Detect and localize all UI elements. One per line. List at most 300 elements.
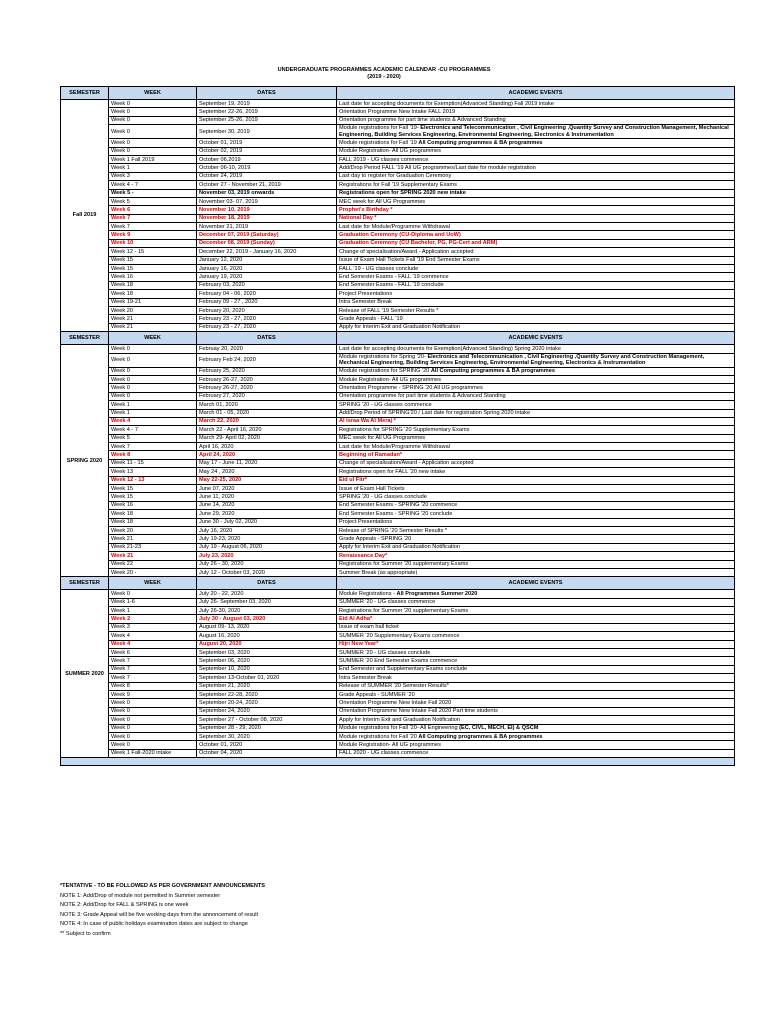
dates-cell: September 27 - October 08, 2020 [197, 716, 337, 724]
dates-cell: March 22, 2020 [197, 417, 337, 425]
academic-calendar-table [60, 86, 735, 766]
event-cell [337, 665, 735, 673]
event-text: Change of specialisation/Award - Application accepted [339, 460, 474, 467]
table-row [61, 674, 735, 682]
week-cell: Week 15 [109, 256, 197, 264]
event-text: Module Registration- All UG programmes [339, 148, 441, 155]
header-week: WEEK [109, 332, 197, 345]
table-row [61, 657, 735, 665]
event-text: Last date for Module/Programme Withdrawal [339, 443, 450, 450]
event-text: Last date for accepting documents for Exemption(Advanced Standing) Fall 2019 intake [339, 100, 554, 107]
dates-cell: July 16, 2020 [197, 526, 337, 534]
dates-cell: September 25-26, 2019 [197, 116, 337, 124]
event-cell [337, 248, 735, 256]
event-text-bold: (EC, CIVL, MECH, EI) & QSCM [459, 725, 539, 732]
table-row [61, 384, 735, 392]
table-row [61, 665, 735, 673]
week-cell: Week 0 [109, 353, 197, 367]
event-cell [337, 231, 735, 239]
table-row [61, 493, 735, 501]
event-text: Module registrations for Spring '20- [339, 353, 428, 360]
table-row [61, 367, 735, 375]
event-text: Registrations open for SPRING 2020 new intake [339, 190, 466, 197]
table-header-row [61, 87, 735, 100]
event-cell [337, 674, 735, 682]
dates-cell: February Feb 24, 2020 [197, 353, 337, 367]
event-text: Release of SUMMER '20 Semester Results* [339, 683, 449, 690]
table-row [61, 172, 735, 180]
event-text: Module registrations for Fall '20 [339, 733, 419, 740]
event-cell [337, 265, 735, 273]
header-dates: DATES [197, 332, 337, 345]
dates-cell: February 23 - 27, 2020 [197, 315, 337, 323]
table-row [61, 214, 735, 222]
event-cell [337, 206, 735, 214]
table-row [61, 724, 735, 732]
event-cell [337, 552, 735, 560]
table-row [61, 409, 735, 417]
table-row [61, 197, 735, 205]
event-text: End Semester and Supplementary Exams conclude [339, 666, 468, 673]
event-text: Module Registrations - [339, 590, 397, 597]
week-cell: Week 10 [109, 239, 197, 247]
table-row [61, 590, 735, 598]
event-cell [337, 116, 735, 124]
event-text: Last date for Module/Programme Withdrawal [339, 223, 450, 230]
event-text: Issue of Exam Hall Tickets [339, 485, 405, 492]
week-cell: Week 13 [109, 468, 197, 476]
table-row [61, 607, 735, 615]
event-text: Intra Semester Break [339, 299, 392, 306]
dates-cell: February 27, 2020 [197, 392, 337, 400]
table-row [61, 426, 735, 434]
dates-cell: May 22-25, 2020 [197, 476, 337, 484]
event-text: End Semester Exams - FALL '19 commence [339, 274, 449, 281]
event-cell [337, 749, 735, 757]
table-row [61, 501, 735, 509]
note-line: NOTE 3: Grade Appeal will be five working days from the annoncement of result [60, 911, 259, 918]
table-row [61, 164, 735, 172]
table-row [61, 147, 735, 155]
event-text: SUMMER '20 - UG classes conclude [339, 649, 431, 656]
dates-cell: July 20 - 22, 2020 [197, 590, 337, 598]
event-cell [337, 100, 735, 108]
event-cell [337, 632, 735, 640]
table-row [61, 749, 735, 757]
table-header-row [61, 332, 735, 345]
event-cell [337, 623, 735, 631]
event-text: Registrations open for FALL '20 new intake [339, 468, 446, 475]
week-cell: Week 1-6 [109, 598, 197, 606]
week-cell: Week 12 - 15 [109, 248, 197, 256]
table-header-row [61, 577, 735, 590]
event-cell [337, 560, 735, 568]
event-text-bold: Electronics and Telecommunication , Civil Engineering ,Quantity Survey and Construction Management, Mechanical Engineering, Building Services Engineering, Environmental Engineering, Electronics & Instrumentation [339, 125, 729, 138]
event-text: FALL 2019 - UG classes commence [339, 156, 429, 163]
note-line: ** Subject to confirm [60, 930, 111, 937]
event-cell [337, 691, 735, 699]
event-text: SPRING '20 - UG classes conclude [339, 494, 427, 500]
event-cell [337, 401, 735, 409]
event-text: Grade Appeals - SPRING '20 [339, 535, 412, 542]
event-text: SPRING '20 - UG classes commence [339, 401, 432, 408]
table-row [61, 290, 735, 298]
event-text: End Semester Exams - SPRING '20 conclude [339, 510, 453, 517]
dates-cell: June 11, 2020 [197, 493, 337, 501]
dates-cell: September 13-October 01, 2020 [197, 674, 337, 682]
event-cell [337, 281, 735, 289]
week-cell: Week 0 [109, 116, 197, 124]
event-cell [337, 256, 735, 264]
week-cell: Week 0 [109, 741, 197, 749]
dates-cell: February 09 - 27 , 2020 [197, 298, 337, 306]
event-text: Project Presentations [339, 519, 393, 526]
event-cell [337, 707, 735, 715]
week-cell: Week 18 [109, 510, 197, 518]
event-cell [337, 682, 735, 690]
semester-label: Fall 2019 [61, 100, 109, 332]
week-cell: Week 2 [109, 615, 197, 623]
event-text: Orientation programme for part time students & Advanced Standing [339, 393, 506, 400]
event-cell [337, 298, 735, 306]
table-row [61, 552, 735, 560]
table-row [61, 598, 735, 606]
event-text: Release of SPRING '20 Semester Results * [339, 527, 448, 534]
table-row [61, 451, 735, 459]
title-line-2: (2019 - 2020) [367, 74, 401, 80]
dates-cell: October 06-10, 2019 [197, 164, 337, 172]
dates-cell: October 06,2019 [197, 155, 337, 163]
dates-cell: October 27 - November 21, 2019 [197, 181, 337, 189]
event-text: Al Israa Wa Al Meraj * [339, 418, 396, 425]
week-cell: Week 21 [109, 315, 197, 323]
event-text: Intra Semester Break [339, 674, 392, 681]
dates-cell: July 19-23, 2020 [197, 535, 337, 543]
week-cell: Week 4 - 7 [109, 181, 197, 189]
dates-cell: July 30 - August 03, 2020 [197, 615, 337, 623]
table-row [61, 392, 735, 400]
week-cell: Week 8 [109, 451, 197, 459]
week-cell: Week 0 [109, 125, 197, 139]
event-text: Module registrations for Fall '19- [339, 125, 421, 132]
event-text-bold: All Programmes Summer 2020 [396, 590, 478, 597]
dates-cell: January 12, 2020 [197, 256, 337, 264]
event-text: Module registrations for SPRING '20 [339, 368, 431, 375]
event-text: SUMMER '20 End Semester Exams commence [339, 658, 458, 665]
event-cell [337, 640, 735, 648]
event-cell [337, 189, 735, 197]
week-cell: Week 11 - 15 [109, 459, 197, 467]
table-row [61, 510, 735, 518]
event-text: MEC week for All UG Programmes [339, 198, 426, 205]
week-cell: Week 19-21 [109, 298, 197, 306]
week-cell: Week 3 [109, 172, 197, 180]
table-row [61, 560, 735, 568]
table-row [61, 417, 735, 425]
dates-cell: September 24, 2020 [197, 707, 337, 715]
event-cell [337, 223, 735, 231]
event-cell [337, 125, 735, 139]
week-cell: Week 3 [109, 623, 197, 631]
event-cell [337, 459, 735, 467]
table-row [61, 353, 735, 367]
event-cell [337, 510, 735, 518]
table-row [61, 139, 735, 147]
dates-cell: July 12 - October 03, 2020 [197, 568, 337, 576]
dates-cell: October 02, 2019 [197, 147, 337, 155]
dates-cell: December 08, 2019 (Sunday) [197, 239, 337, 247]
week-cell: Week 18 [109, 290, 197, 298]
week-cell: Week 0 [109, 108, 197, 116]
event-text: Hijri New Year* [339, 641, 379, 648]
dates-cell: May 17 - June 11, 2020 [197, 459, 337, 467]
week-cell: Week 4 [109, 632, 197, 640]
table-row [61, 345, 735, 353]
event-cell [337, 181, 735, 189]
table-row [61, 239, 735, 247]
event-text: Orientation Programme New Intake Fall 2020 [339, 699, 452, 706]
week-cell: Week 0 [109, 699, 197, 707]
dates-cell: February 23 - 27, 2020 [197, 323, 337, 331]
event-cell [337, 741, 735, 749]
dates-cell: September 22-28, 2020 [197, 691, 337, 699]
event-text: Issue of Exam Hall Tickets Fall '19 End Semester Exams [339, 257, 480, 264]
dates-cell: March 01 - 05, 2020 [197, 409, 337, 417]
dates-cell: June 14, 2020 [197, 501, 337, 509]
event-cell [337, 476, 735, 484]
event-cell [337, 367, 735, 375]
table-row [61, 615, 735, 623]
week-cell: Week 0 [109, 590, 197, 598]
table-row [61, 248, 735, 256]
table-row [61, 468, 735, 476]
week-cell: Week 20 - [109, 568, 197, 576]
event-cell [337, 615, 735, 623]
event-text-bold: All Computing programmes & BA programmes [430, 368, 555, 375]
table-row [61, 375, 735, 383]
dates-cell: September 10, 2020 [197, 665, 337, 673]
table-row [61, 535, 735, 543]
dates-cell: October 04, 2020 [197, 749, 337, 757]
note-line: NOTE 1: Add/Drop of module not permitted in Summer semester [60, 892, 221, 899]
event-cell [337, 699, 735, 707]
table-row [61, 543, 735, 551]
week-cell: Week 7 [109, 443, 197, 451]
event-cell [337, 306, 735, 314]
week-cell: Week 21-23 [109, 543, 197, 551]
event-cell [337, 239, 735, 247]
event-text: Orientation Programme - SPRING '20 All UG programmes [339, 384, 483, 391]
event-cell [337, 657, 735, 665]
table-footer-bar [61, 758, 735, 766]
semester-label: SPRING 2020 [61, 345, 109, 577]
week-cell: Week 0 [109, 375, 197, 383]
week-cell: Week 4 [109, 417, 197, 425]
table-row [61, 632, 735, 640]
event-text: Beginning of Ramadan* [339, 452, 403, 459]
event-text: Change of specialisation/Award - Application accepted [339, 248, 474, 255]
tentative-note: *TENTATIVE - TO BE FOLLOWED AS PER GOVERNMENT ANNOUNCEMENTS [60, 883, 266, 889]
table-row [61, 459, 735, 467]
dates-cell: September 28 - 29, 2020 [197, 724, 337, 732]
table-row [61, 206, 735, 214]
week-cell: Week 7 [109, 665, 197, 673]
week-cell: Week 1 [109, 164, 197, 172]
event-text: Issue of exam hall ticket [339, 624, 399, 631]
event-text: End Semester Exams - FALL '19 conclude [339, 282, 444, 289]
table-row [61, 181, 735, 189]
week-cell: Week 1 Fall 2019 [109, 155, 197, 163]
event-cell [337, 147, 735, 155]
event-cell [337, 417, 735, 425]
event-cell [337, 375, 735, 383]
dates-cell: September 30, 2019 [197, 125, 337, 139]
event-cell [337, 353, 735, 367]
dates-cell: July 26 - 30, 2020 [197, 560, 337, 568]
week-cell: Week 4 - 7 [109, 426, 197, 434]
dates-cell: September 20-24, 2020 [197, 699, 337, 707]
table-row [61, 315, 735, 323]
event-text: Module Registration- All UG programmes [339, 741, 441, 748]
event-cell [337, 493, 735, 501]
dates-cell: July 23, 2020 [197, 552, 337, 560]
dates-cell: July 19 - August 06, 2020 [197, 543, 337, 551]
dates-cell: November 03, 2019 onwards [197, 189, 337, 197]
dates-cell: December 07, 2019 (Saturday) [197, 231, 337, 239]
dates-cell: February 20, 2020 [197, 306, 337, 314]
footer-bar-cell [61, 758, 735, 766]
week-cell: Week 21 [109, 535, 197, 543]
table-row [61, 108, 735, 116]
table-row [61, 401, 735, 409]
week-cell: Week 12 - 13 [109, 476, 197, 484]
event-text: Apply for Interim Exit and Graduation Notification [339, 716, 460, 723]
header-dates: DATES [197, 87, 337, 100]
event-text-bold: All Computing programmes & BA programmes [418, 733, 543, 740]
table-row [61, 485, 735, 493]
event-text: SUMMER '20 - UG classes commence [339, 599, 436, 606]
dates-cell: July 26- September 03, 2020 [197, 598, 337, 606]
table-row [61, 476, 735, 484]
event-cell [337, 607, 735, 615]
table-row [61, 741, 735, 749]
dates-cell: February 04 - 06, 2020 [197, 290, 337, 298]
header-dates: DATES [197, 577, 337, 590]
dates-cell: September 06, 2020 [197, 657, 337, 665]
table-row [61, 623, 735, 631]
dates-cell: November 21, 2019 [197, 223, 337, 231]
event-text: Apply for Interim Exit and Graduation Notification [339, 544, 460, 551]
event-text: Eid ul Fitr* [339, 477, 367, 484]
event-text: Prophet's Birthday * [339, 206, 393, 213]
dates-cell: April 24, 2020 [197, 451, 337, 459]
week-cell: Week 1 [109, 607, 197, 615]
event-cell [337, 409, 735, 417]
header-week: WEEK [109, 577, 197, 590]
event-cell [337, 290, 735, 298]
event-text: Orientation programme for part time students & Advanced Standing [339, 117, 506, 124]
week-cell: Week 20 [109, 306, 197, 314]
week-cell: Week 6 [109, 206, 197, 214]
event-text: Registrations for Summer '20 supplementary Exams [339, 607, 469, 614]
week-cell: Week 1 [109, 401, 197, 409]
event-text: Module registrations for Fall '20- All Engineering [339, 725, 460, 732]
dates-cell: April 16, 2020 [197, 443, 337, 451]
table-row [61, 443, 735, 451]
week-cell: Week 9 [109, 231, 197, 239]
event-cell [337, 649, 735, 657]
dates-cell: October 24, 2019 [197, 172, 337, 180]
week-cell: Week 0 [109, 724, 197, 732]
week-cell: Week 18 [109, 281, 197, 289]
semester-label: SUMMER 2020 [61, 590, 109, 758]
header-semester: SEMESTER [61, 332, 109, 345]
event-cell [337, 526, 735, 534]
week-cell: Week 6 [109, 649, 197, 657]
event-cell [337, 590, 735, 598]
week-cell: Week 15 [109, 265, 197, 273]
event-text: FALL '19 - UG classes conclude [339, 265, 419, 272]
week-cell: Week 22 [109, 560, 197, 568]
week-cell: Week 0 [109, 147, 197, 155]
event-cell [337, 139, 735, 147]
table-row [61, 707, 735, 715]
dates-cell: March 22 - April 16, 2020 [197, 426, 337, 434]
table-row [61, 265, 735, 273]
dates-cell: February 03, 2020 [197, 281, 337, 289]
header-academic-events: ACADEMIC EVENTS [337, 87, 735, 100]
week-cell: Week 8 [109, 682, 197, 690]
event-text: Add/Drop Period FALL '19 All UG programmes/Last date for module registration [339, 164, 536, 171]
week-cell: Week 4 [109, 640, 197, 648]
event-cell [337, 732, 735, 740]
table-row [61, 298, 735, 306]
event-text: Module registrations for Fall '19 [339, 139, 419, 146]
table-row [61, 125, 735, 139]
event-cell [337, 598, 735, 606]
event-text: Renaissance Day* [339, 552, 388, 559]
dates-cell: July 26-30, 2020 [197, 607, 337, 615]
dates-cell: February 26-27, 2020 [197, 375, 337, 383]
week-cell: Week 7 [109, 657, 197, 665]
event-text: FALL 2020 - UG classes commence [339, 750, 429, 757]
event-text: MEC week for All UG Programmes [339, 435, 426, 442]
table-row [61, 100, 735, 108]
table-row [61, 273, 735, 281]
event-text: SUMMER '20 Supplementary Exams commence [339, 632, 460, 639]
event-cell [337, 535, 735, 543]
event-cell [337, 568, 735, 576]
title-line-1: UNDERGRADUATE PROGRAMMES ACADEMIC CALENDAR -CU PROGRAMMES [277, 67, 491, 73]
header-semester: SEMESTER [61, 577, 109, 590]
event-cell [337, 172, 735, 180]
week-cell: Week 18 [109, 518, 197, 526]
event-cell [337, 716, 735, 724]
week-cell: Week 0 [109, 345, 197, 353]
dates-cell: December 22, 2019 - January 16, 2020 [197, 248, 337, 256]
event-text-bold: All Computing programmes & BA programmes [418, 139, 543, 146]
table-row [61, 526, 735, 534]
event-cell [337, 426, 735, 434]
event-cell [337, 323, 735, 331]
event-cell [337, 485, 735, 493]
event-text-bold: Electronics and Telecommunication , Civil Engineering ,Quantity Survey and Construction Management, Mechanical Engineering, Building Services Engineering, Environmental Engineering, Electronics & Instrumentation [339, 353, 705, 367]
week-cell: Week 5 - [109, 189, 197, 197]
week-cell: Week 15 [109, 493, 197, 501]
event-text: Summer Break (as appropriate) [339, 569, 418, 576]
event-cell [337, 197, 735, 205]
week-cell: Week 0 [109, 139, 197, 147]
